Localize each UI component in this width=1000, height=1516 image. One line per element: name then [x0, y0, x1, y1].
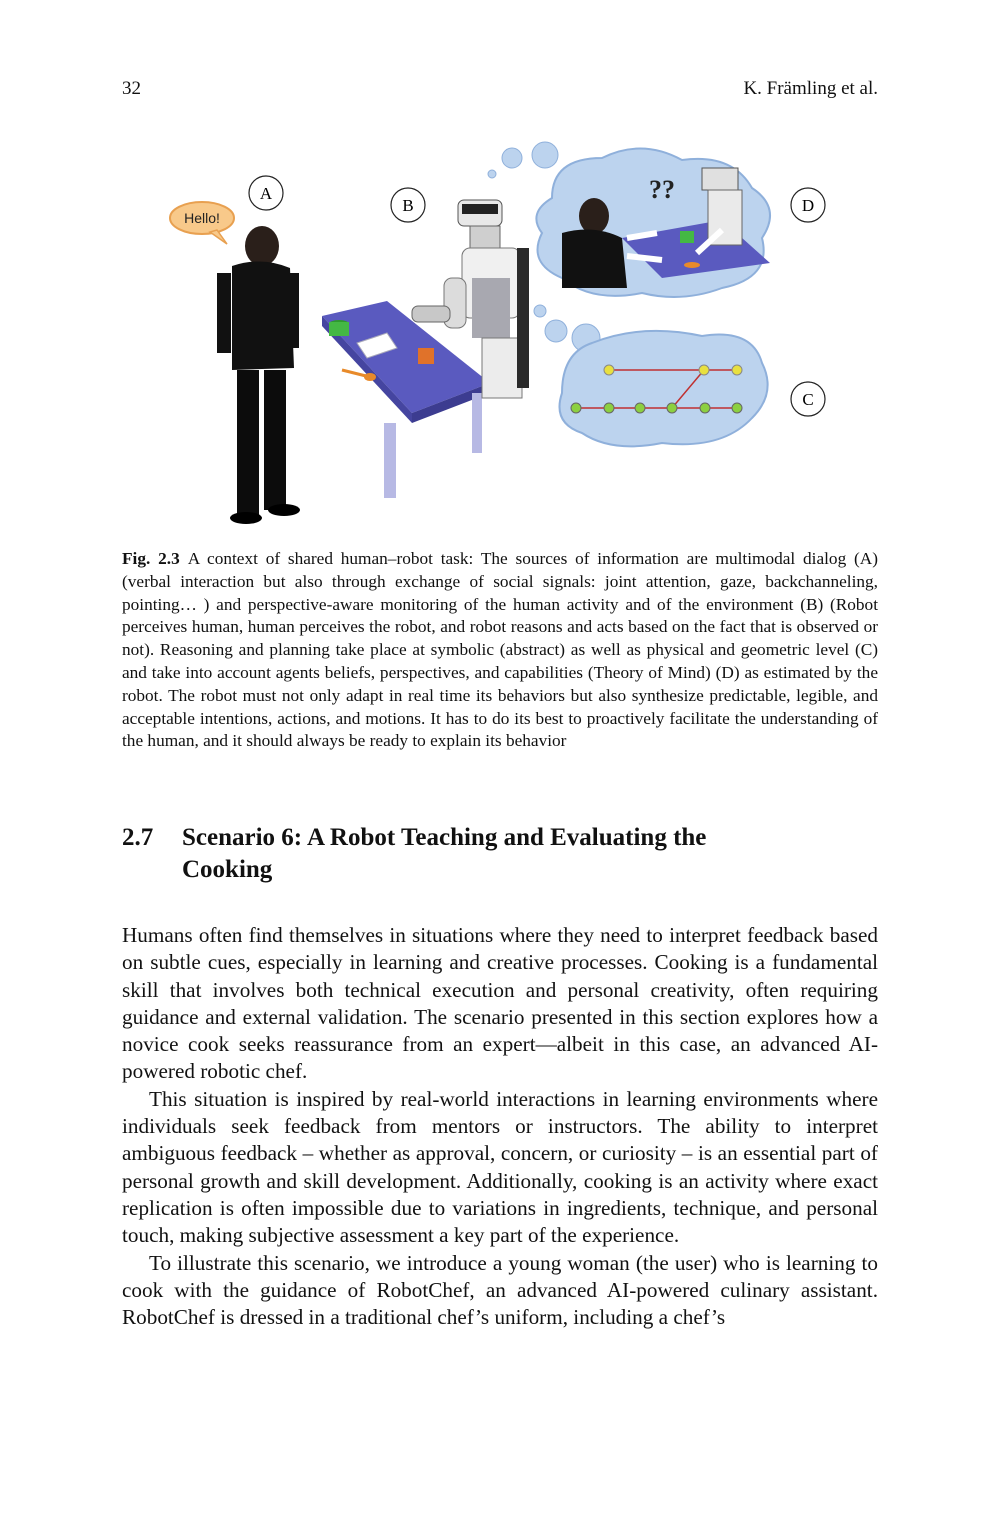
svg-text:C: C — [802, 390, 814, 409]
speech-bubble-text: Hello! — [184, 210, 220, 226]
section-heading — [122, 822, 878, 886]
figure-illustration — [122, 138, 878, 533]
table — [322, 301, 490, 498]
question-marks: ?? — [649, 175, 675, 204]
figure-caption — [122, 548, 878, 753]
label-d — [791, 188, 825, 222]
svg-text:D: D — [801, 196, 815, 215]
page-number: 32 — [122, 78, 141, 99]
thought-bubble-c — [534, 305, 768, 446]
svg-text:B: B — [402, 196, 414, 215]
human-figure — [217, 226, 300, 524]
svg-text:A: A — [259, 184, 273, 203]
section-number: 2.7 — [122, 824, 154, 851]
label-c — [791, 382, 825, 416]
figure-label: Fig. 2.3 — [122, 549, 180, 568]
label-b — [391, 188, 425, 222]
section-title: Scenario 6: A Robot Teaching and Evaluating the Cooking — [182, 824, 707, 883]
paragraph-1: Humans often find themselves in situations where they need to interpret feedback based on subtle cues, especially in learning and creative processes. Cooking is a fundamental skill that involves both technical execution and personal creativity, often requiring guidance and external validation. The scenario presented in this section explores how a novice cook seeks reassurance from an expert—albeit in this case, an advanced AI-powered robotic chef. — [122, 923, 878, 1084]
paragraph-3: To illustrate this scenario, we introduce a young woman (the user) who is learning to cook with the guidance of RobotChef, an advanced AI-powered culinary assistant. RobotChef is dressed in a traditional chef’s uniform, including a chef’s — [122, 1250, 878, 1330]
figure-svg — [122, 138, 878, 533]
running-head: K. Främling et al. — [743, 78, 878, 99]
paragraph-2: This situation is inspired by real-world interactions in learning environments where individuals seek feedback from mentors or instructors. The ability to interpret ambiguous feedback – whether as approval, concern, or curiosity – is an essential part of personal growth and skill development. Additionally, cooking is an activity where exact replication is often impossible due to variations in ingredients, technique, and personal touch, making subjective assessment a key part of the experience. — [122, 1086, 878, 1248]
caption-text: A context of shared human–robot task: The sources of information are multimodal dialog (A) (verbal interaction but also through exchange of social signals: joint attention, gaze, backchanneling, pointing… ) and perspective-aware monitoring of the human activity and of the environment (B) (Robot perceives human, human perceives the robot, and robot reasons and acts based on the fact that is observed or not). Reasoning and planning take place at symbolic (abstract) as well as physical and geometric level (C) and take into account agents beliefs, perspectives, and capabilities (Theory of Mind) (D) as estimated by the robot. The robot must not only adapt in real time its behaviors but also synthesize predictable, legible, and acceptable intentions, actions, and motions. It has to do its best to proactively facilitate the understanding of the human, and it should always be ready to explain its behavior — [122, 549, 878, 751]
thought-bubble-d — [488, 142, 770, 297]
body-text — [122, 922, 878, 1331]
speech-bubble — [170, 202, 234, 244]
label-a — [249, 176, 283, 210]
